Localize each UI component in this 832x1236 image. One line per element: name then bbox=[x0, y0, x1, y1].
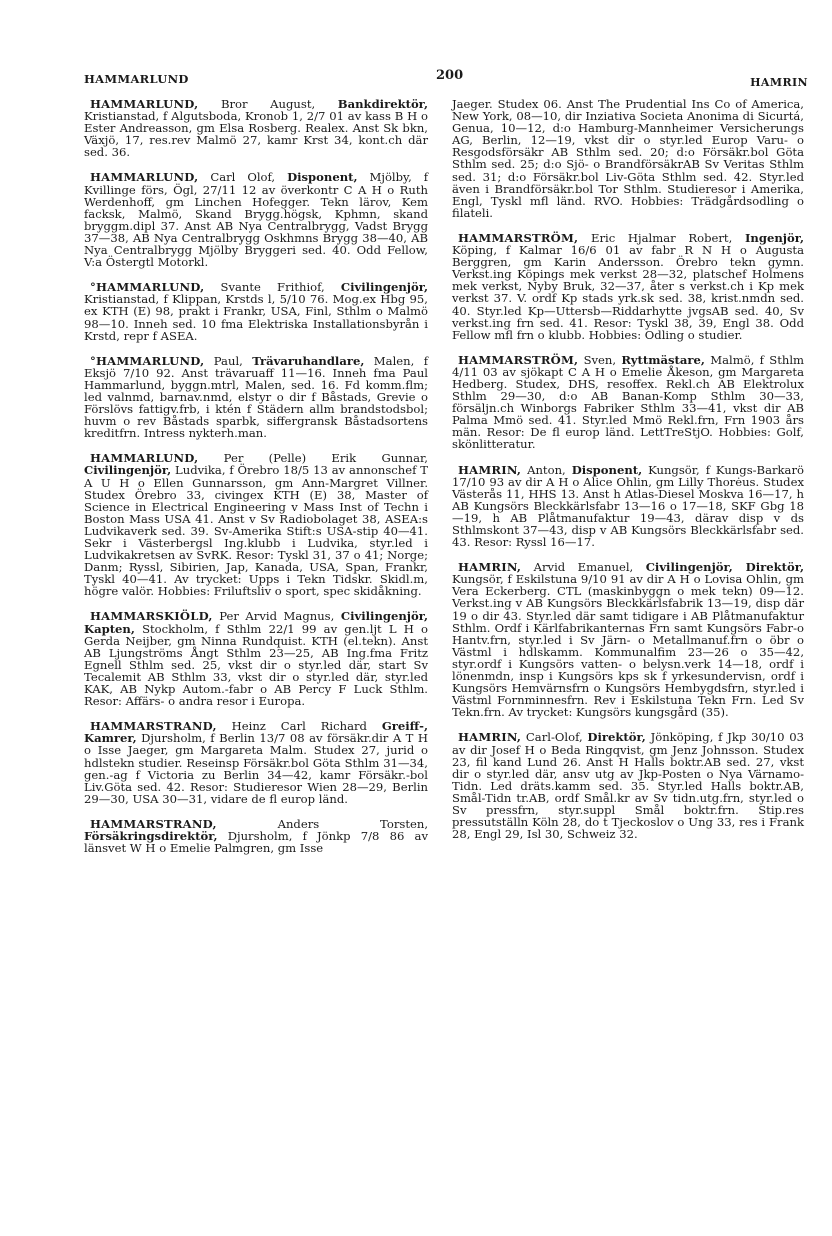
entry-given-names: Per Arvid Magnus, bbox=[219, 609, 335, 624]
entry-hammarstrom-eric bbox=[452, 232, 804, 341]
entry-hamrin-anton bbox=[452, 464, 804, 549]
entry-text: Kristianstad, f Klippan, Krstds l, 5/10 76. Mog.ex Hbg 95, ex KTH (E) 98, prakt i Frankr, USA, Finl, Sthlm o Malmö 98—10. Inneh sed. 10 fma Elektriska Installationsbyrån i Krstd, repr f ASEA. bbox=[84, 292, 428, 343]
entry-hamrin-carl-olof bbox=[452, 731, 804, 840]
entry-hammarstrom-sven bbox=[452, 354, 804, 451]
entry-text: Jaeger. Studex 06. Anst The Prudential Ins Co of America, New York, 08—10, dir Inziativa Societa Anonima di Sicurtá, Genua, 10—12, d:o Hamburg-Mannheimer Versicherungs AG, Berlin, 12—19, vkst dir o styr.led Europ Varu- o Resgodsförsäkr AB Sthlm sed. 20; d:o Försäkr.bol Göta Sthlm sed. 25; d:o Sjö- o BrandförsäkrAB Sv Veritas Sthlm sed. 31; d:o Försäkr.bol Liv-Göta Sthlm sed. 42. Styr.led även i Brandförsäkr.bol Tor Sthlm. Studieresor i Amerika, Engl, Tyskl mfl länd. RVO. Hobbies: Trädgårdsodling o filateli. bbox=[452, 97, 804, 220]
entry-surname: HAMMARSKIÖLD, bbox=[90, 609, 213, 624]
entry-given-names: Arvid Emanuel, bbox=[533, 560, 634, 575]
entry-hamrin-arvid bbox=[452, 561, 804, 718]
entry-surname: HAMRIN, bbox=[458, 730, 522, 745]
entry-given-names: Carl-Olof, bbox=[525, 730, 583, 745]
entry-given-names: Bror August, bbox=[220, 97, 316, 111]
entry-text: Köping, f Kalmar 16/6 01 av fabr R N H o Augusta Berggren, gm Karin Andersson. Örebro tekn gymn. Verkst.ing Köpings mek verkst 28—32, platschef Holmens mek verkst, Nyby Bruk, 32—37, åter s verkst.ch i Kp mek verkst 37. V. ordf Kp stads yrk.sk sed. 38, krist.nmdn sed. 40. Styr.led Kp—Uttersb—Riddarhytte jvgsAB sed. 40, Sv verkst.ing frn sed. 41. Resor: Tyskl 38, 39, Engl 38. Odd Fellow mfl frn o klubb. Hobbies: Odling o studier. bbox=[452, 243, 804, 342]
entry-occupation: Disponent, bbox=[571, 462, 643, 477]
entry-surname: °HAMMARLUND, bbox=[90, 280, 205, 295]
entry-surname: HAMMARLUND, bbox=[90, 451, 199, 466]
entry-text: Kungsör, f Kungs-Barkarö 17/10 93 av dir A H o Alice Ohlin, gm Lilly Thorėus. Studex Västerås 11, HHS 13. Anst h Atlas-Diesel Moskva 16—17, h AB Kungsörs Bleckkärlsfabr 13—16 o 17—18, SKF Gbg 18—19, h AB Plåtmanufaktur 19—43, därav disp v ds Sthlmskont 37—43, disp v AB Kungsörs Bleckkärlsfabr sed. 43. Resor: Ryssl 16—17. bbox=[452, 462, 804, 550]
entry-given-names: Eric Hjalmar Robert, bbox=[590, 230, 733, 245]
entry-text: Djursholm, f Berlin 13/7 08 av försäkr.dir A T H o Isse Jaeger, gm Margareta Malm. Studex 27, jurid o hdlstekn studier. Reseinsp Försäkr.bol Göta Sthlm 31—34, gen.-ag f Victoria zu Berlin 34—42, kamr Försäkr.-bol Liv.Göta sed. 42. Resor: Studieresor Wien 28—29, Berlin 29—30, USA 30—31, vidare de fl europ länd. bbox=[84, 731, 428, 806]
entry-occupation: Civilingenjör, bbox=[84, 463, 172, 478]
entry-surname: HAMMARLUND, bbox=[90, 97, 199, 111]
entry-given-names: Svante Frithiof, bbox=[220, 280, 325, 295]
entry-occupation: Direktör, bbox=[587, 730, 646, 745]
entry-text: Kristianstad, f Algutsboda, Kronob 1, 2/7 01 av kass B H o Ester Andreasson, gm Elsa Rosberg. Realex. Anst Sk bkn, Växjö, 17, res.rev Malmö 27, kamr Krst 34, kont.ch där sed. 36. bbox=[84, 109, 428, 160]
entry-given-names: Per (Pelle) Erik Gunnar, bbox=[223, 451, 428, 466]
running-head-left: HAMMARLUND bbox=[84, 72, 189, 86]
entry-text: Mjölby, f Kvillinge förs, Ögl, 27/11 12 av överkontr C A H o Ruth Werdenhoff, gm Linchen Hofegger. Tekn lärov, Kem facksk, Malmö, Skand Brygg.högsk, Kphmn, skand bryggm.dipl 37. Anst AB Nya Centralbrygg, Vadst Brygg 37—38, AB Nya Centralbrygg Oskhmns Brygg 38—40, AB Nya Centralbrygg Mjölby Bryggeri sed. 40. Odd Fellow, V:a Östergtl Motorkl. bbox=[84, 170, 429, 270]
entry-hammarlund-paul bbox=[84, 355, 428, 440]
entry-surname: HAMMARSTRÖM, bbox=[458, 352, 579, 367]
right-column bbox=[452, 98, 804, 853]
page-number: 200 bbox=[436, 68, 464, 83]
entry-text: Djursholm, f Jönkp 7/8 86 av länsvet W H o Emelie Palmgren, gm Isse bbox=[84, 828, 428, 856]
left-column bbox=[84, 98, 428, 867]
entry-text: Stockholm, f Sthlm 22/1 99 av gen.ljt L H o Gerda Neijber, gm Ninna Rundquist. KTH (el.tekn). Anst AB Ljungströms Ångt Sthlm 23—25, AB Ing.fma Fritz Egnell Sthlm sed. 25, vkst dir o styr.led där, start Sv Tecalemit AB Sthlm 33, vkst dir o styr.led där, styr.led KAK, AB Nykp Autom.-fabr o AB Percy F Luck Sthlm. Resor: Affärs- o andra resor i Europa. bbox=[84, 621, 428, 709]
entry-given-names: Anton, bbox=[527, 462, 566, 477]
entry-hammarstrand-heinz bbox=[84, 720, 428, 805]
entry-surname: HAMMARSTRÖM, bbox=[458, 230, 579, 245]
entry-hammarlund-per bbox=[84, 452, 428, 597]
entry-hammarlund-svante bbox=[84, 281, 428, 341]
entry-occupation: Försäkringsdirektör, bbox=[84, 828, 218, 843]
entry-occupation: Civilingenjör, Direktör, bbox=[645, 560, 805, 575]
entry-surname: HAMMARSTRAND, bbox=[90, 816, 217, 831]
entry-given-names: Heinz Carl Richard bbox=[231, 719, 367, 734]
entry-given-names: Anders Torsten, bbox=[277, 816, 429, 831]
entry-occupation: Ingenjör, bbox=[745, 230, 804, 245]
entry-surname: HAMRIN, bbox=[458, 560, 522, 575]
entry-given-names: Sven, bbox=[583, 352, 617, 367]
entry-occupation: Greiff-, Kamrer, bbox=[84, 719, 429, 746]
entry-hammarstrand-anders bbox=[84, 818, 428, 854]
entry-text: Malen, f Eksjö 7/10 92. Anst trävaruaff 11—16. Inneh fma Paul Hammarlund, byggn.mtrl, Malen, sed. 16. Fd komm.flm; led valnmd, barnav.nmd, elstyr o dir f Båstads, Grevie o Förslövs fattigv.frb, i ktén f Städern allm brandstodsbol; huvm o rev Båstads sparbk, siffergransk Båstadsortens kreditfrn. Intress nykterh.man. bbox=[84, 353, 429, 441]
entry-occupation: Disponent, bbox=[287, 170, 358, 185]
entry-surname: °HAMMARLUND, bbox=[90, 353, 205, 368]
entry-occupation: Civilingenjör, Kapten, bbox=[84, 609, 429, 636]
entry-text: Malmö, f Sthlm 4/11 03 av sjökapt C A H o Emelie Åkeson, gm Margareta Hedberg. Studex, DHS, resoffex. Rekl.ch AB Elektrolux Sthlm 29—30, d:o AB Banan-Komp Sthlm 30—33, försäljn.ch Winborgs Fabriker Sthlm 33—41, vkst dir AB Palma Mmö sed. 41. Styr.led Mmö Rekl.frn, Frn 1903 års män. Resor: De fl europ länd. LettTreStjO. Hobbies: Golf, skönlitteratur. bbox=[452, 352, 805, 452]
entry-surname: HAMMARSTRAND, bbox=[90, 719, 217, 734]
running-head-right: HAMRIN bbox=[750, 76, 808, 89]
entry-surname: HAMMARLUND, bbox=[90, 170, 199, 185]
entry-hammarlund-carl-olof bbox=[84, 171, 428, 268]
entry-occupation: Civilingenjör, bbox=[340, 280, 428, 295]
page-header bbox=[84, 68, 808, 90]
entry-text: Ludvika, f Örebro 18/5 13 av annonschef T A U H o Ellen Gunnarsson, gm Ann-Margret Villner. Studex Örebro 33, civingex KTH (E) 38, Master of Science in Electrical Engineering v Mass Inst of Techn i Boston Mass USA 41. Anst v Sv Radiobolaget 38, ASEA:s Ludvikaverk sed. 39. Sv-Amerika Stift:s USA-stip 40—41. Sekr i Västerbergsl Ing.klubb i Ludvika, styr.led i Ludvikakretsen av SvRK. Resor: Tyskl 31, 37 o 41; Norge; Danm; Ryssl, Sibirien, Jap, Kanada, USA, Span, Frankr, Tyskl 40—41. Av trycket: Upps i Tekn Tidskr. Skidl.m, högre valör. Hobbies: Friluftsliv o sport, spec skidåkning. bbox=[84, 463, 429, 599]
entry-surname: HAMRIN, bbox=[458, 462, 522, 477]
entry-given-names: Carl Olof, bbox=[210, 170, 276, 185]
entry-hammarlund-bror bbox=[84, 98, 428, 158]
entry-text: Kungsör, f Eskilstuna 9/10 91 av dir A H o Lovisa Ohlin, gm Vera Eckerberg. CTL (maskinbyggn o mek tekn) 09—12. Verkst.ing v AB Kungsörs Bleckkärlsfabrik 13—19, disp där 19 o dir 43. Styr.led där samt tidigare i AB Plåtmanufaktur Sthlm. Ordf i Kärlfabrikanternas Frn samt Kungsörs Fabr-o Hantv.frn, styr.led i Sv Järn- o Metallmanuf.frn o öbr o Västml i hdlskamm. Kommunalfim 23—26 o 35—42, styr.ordf i Kungsörs vatten- o belysn.verk 14—18, ordf i lönenmdn, insp i Kungsörs kps sk f yrkesundervisn, ordf i Kungsörs Hemvärnsfrn o Kungsörs Hembygdsfrn, styr.led i Västml Fornminnesfrn. Rev i Eskilstuna Tekn Frn. Led Sv Tekn.frn. Av trycket: Kungsörs kungsgård (35). bbox=[452, 572, 804, 720]
entry-occupation: Trävaruhandlare, bbox=[252, 353, 365, 368]
entry-occupation: Bankdirektör, bbox=[337, 97, 428, 111]
entry-text: Jönköping, f Jkp 30/10 03 av dir Josef H o Beda Ringqvist, gm Jenz Johnsson. Studex 23, fil kand Lund 26. Anst H Halls boktr.AB sed. 27, vkst dir o styr.led där, ansv utg av Jkp-Posten o Nya Värnamo-Tidn. Led dräts.kamm sed. 35. Styr.led Halls boktr.AB, Smål-Tidn tr.AB, ordf Smål.kr av Sv tidn.utg.frn, styr.led o Sv pressfrn, styr.suppl Smål boktr.frn. Stip.res pressutställn Köln 28, do t Tjeckoslov o Ung 33, res i Frank 28, Engl 29, Isl 30, Schweiz 32. bbox=[452, 730, 805, 842]
entry-occupation: Ryttmästare, bbox=[621, 352, 705, 367]
entry-continuation bbox=[452, 98, 804, 219]
entry-hammarskiold-per bbox=[84, 610, 428, 707]
entry-given-names: Paul, bbox=[213, 353, 243, 368]
